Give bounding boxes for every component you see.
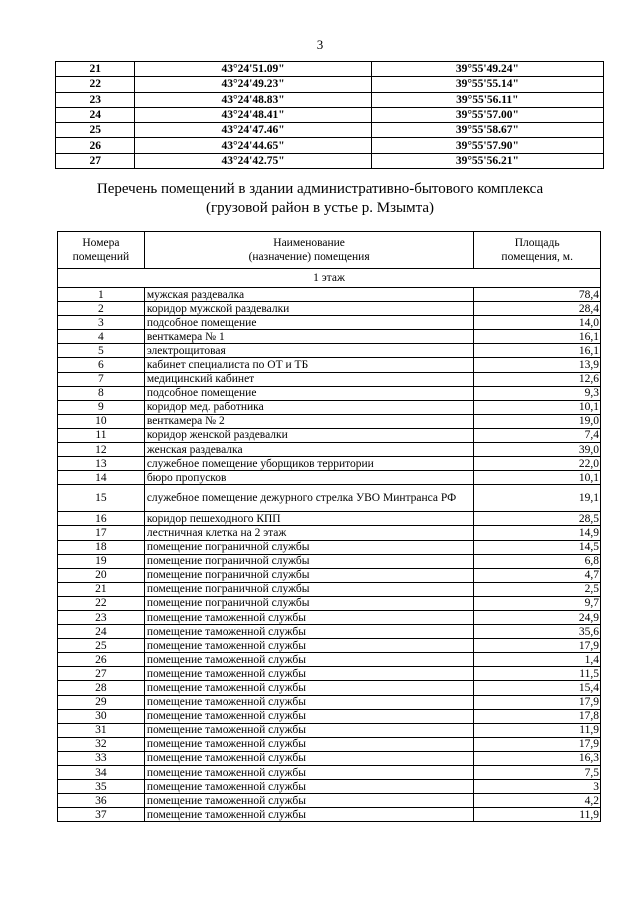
room-area: 12,6 — [474, 372, 601, 386]
room-number: 34 — [58, 766, 145, 780]
room-row — [58, 428, 601, 442]
room-number: 3 — [58, 316, 145, 330]
room-name: помещение пограничной службы — [144, 540, 474, 554]
room-name: венткамера № 1 — [144, 330, 474, 344]
coordinate-point-number: 24 — [56, 107, 135, 122]
room-number: 4 — [58, 330, 145, 344]
coordinate-longitude: 39°55'55.14" — [371, 77, 603, 92]
room-row — [58, 344, 601, 358]
room-name: помещение таможенной службы — [144, 681, 474, 695]
room-area: 9,7 — [474, 596, 601, 610]
room-area: 17,9 — [474, 737, 601, 751]
room-row — [58, 751, 601, 765]
room-area: 7,5 — [474, 766, 601, 780]
room-area: 22,0 — [474, 457, 601, 471]
room-area: 28,4 — [474, 302, 601, 316]
room-area: 4,2 — [474, 794, 601, 808]
room-area: 14,5 — [474, 540, 601, 554]
coordinate-row — [56, 138, 604, 153]
room-number: 11 — [58, 428, 145, 442]
rooms-table-body — [58, 269, 601, 822]
room-number: 32 — [58, 737, 145, 751]
room-area: 24,9 — [474, 610, 601, 624]
rooms-list-heading — [0, 180, 640, 218]
coordinate-longitude: 39°55'57.00" — [371, 107, 603, 122]
coordinate-point-number: 26 — [56, 138, 135, 153]
room-number: 23 — [58, 610, 145, 624]
room-name: помещение таможенной службы — [144, 794, 474, 808]
room-name: коридор пешеходного КПП — [144, 512, 474, 526]
room-number: 22 — [58, 596, 145, 610]
room-area: 16,1 — [474, 330, 601, 344]
room-name: помещение таможенной службы — [144, 751, 474, 765]
room-name: кабинет специалиста по ОТ и ТБ — [144, 358, 474, 372]
room-row — [58, 709, 601, 723]
room-number: 13 — [58, 457, 145, 471]
room-name: служебное помещение уборщиков территории — [144, 457, 474, 471]
coordinate-row — [56, 107, 604, 122]
room-row — [58, 485, 601, 512]
room-name: помещение таможенной службы — [144, 766, 474, 780]
room-row — [58, 766, 601, 780]
room-number: 6 — [58, 358, 145, 372]
room-area: 11,9 — [474, 723, 601, 737]
header-room-name-line1: Наименование — [273, 237, 345, 249]
room-name: электрощитовая — [144, 344, 474, 358]
room-row — [58, 540, 601, 554]
room-row — [58, 512, 601, 526]
room-row — [58, 358, 601, 372]
room-name: помещение таможенной службы — [144, 808, 474, 822]
floor-row — [58, 269, 601, 288]
room-name: помещение таможенной службы — [144, 723, 474, 737]
room-row — [58, 302, 601, 316]
room-area: 10,1 — [474, 471, 601, 485]
coordinate-row — [56, 153, 604, 168]
room-number: 15 — [58, 485, 145, 512]
header-room-area — [474, 232, 601, 269]
room-name: мужская раздевалка — [144, 288, 474, 302]
coordinate-point-number: 23 — [56, 92, 135, 107]
room-area: 35,6 — [474, 625, 601, 639]
room-area: 17,9 — [474, 639, 601, 653]
room-area: 39,0 — [474, 443, 601, 457]
coordinate-longitude: 39°55'56.11" — [371, 92, 603, 107]
room-area: 19,0 — [474, 414, 601, 428]
heading-line-2: (грузовой район в устье р. Мзымта) — [205, 200, 435, 216]
room-number: 9 — [58, 400, 145, 414]
coordinate-point-number: 21 — [56, 62, 135, 77]
coordinate-point-number: 25 — [56, 123, 135, 138]
room-name: коридор мед. работника — [144, 400, 474, 414]
coordinates-table-body — [56, 62, 604, 169]
room-row — [58, 653, 601, 667]
page-number: 3 — [316, 37, 324, 52]
coordinate-latitude: 43°24'42.75" — [135, 153, 371, 168]
room-number: 24 — [58, 625, 145, 639]
room-number: 27 — [58, 667, 145, 681]
room-name: коридор мужской раздевалки — [144, 302, 474, 316]
room-name: помещение таможенной службы — [144, 639, 474, 653]
room-area: 16,3 — [474, 751, 601, 765]
room-number: 10 — [58, 414, 145, 428]
room-row — [58, 288, 601, 302]
room-name: служебное помещение дежурного стрелка УВО Минтранса РФ — [144, 485, 474, 512]
header-room-number-line1: Номера — [82, 237, 120, 249]
coordinate-latitude: 43°24'48.41" — [135, 107, 371, 122]
room-number: 28 — [58, 681, 145, 695]
room-area: 19,1 — [474, 485, 601, 512]
room-name: помещение таможенной службы — [144, 653, 474, 667]
room-row — [58, 596, 601, 610]
room-area: 10,1 — [474, 400, 601, 414]
room-row — [58, 372, 601, 386]
room-name: коридор женской раздевалки — [144, 428, 474, 442]
room-row — [58, 667, 601, 681]
room-area: 2,5 — [474, 582, 601, 596]
rooms-table — [57, 231, 601, 822]
coordinate-latitude: 43°24'49.23" — [135, 77, 371, 92]
room-name: помещение таможенной службы — [144, 780, 474, 794]
room-number: 26 — [58, 653, 145, 667]
coordinate-row — [56, 62, 604, 77]
room-name: медицинский кабинет — [144, 372, 474, 386]
room-name: помещение таможенной службы — [144, 610, 474, 624]
room-number: 31 — [58, 723, 145, 737]
room-area: 15,4 — [474, 681, 601, 695]
room-area: 14,0 — [474, 316, 601, 330]
room-row — [58, 457, 601, 471]
room-row — [58, 443, 601, 457]
coordinate-row — [56, 77, 604, 92]
room-row — [58, 471, 601, 485]
room-name: помещение таможенной службы — [144, 695, 474, 709]
room-number: 30 — [58, 709, 145, 723]
room-number: 36 — [58, 794, 145, 808]
room-area: 11,5 — [474, 667, 601, 681]
room-row — [58, 554, 601, 568]
coordinate-latitude: 43°24'48.83" — [135, 92, 371, 107]
room-area: 3 — [474, 780, 601, 794]
room-number: 8 — [58, 386, 145, 400]
room-number: 33 — [58, 751, 145, 765]
room-name: подсобное помещение — [144, 316, 474, 330]
room-row — [58, 330, 601, 344]
room-number: 2 — [58, 302, 145, 316]
coordinate-latitude: 43°24'47.46" — [135, 123, 371, 138]
room-name: женская раздевалка — [144, 443, 474, 457]
room-name: помещение таможенной службы — [144, 709, 474, 723]
floor-label: 1 этаж — [58, 269, 601, 288]
room-area: 6,8 — [474, 554, 601, 568]
room-name: помещение пограничной службы — [144, 582, 474, 596]
room-number: 20 — [58, 568, 145, 582]
room-number: 14 — [58, 471, 145, 485]
room-row — [58, 695, 601, 709]
room-number: 12 — [58, 443, 145, 457]
room-number: 21 — [58, 582, 145, 596]
room-name: бюро пропусков — [144, 471, 474, 485]
room-area: 9,3 — [474, 386, 601, 400]
room-area: 28,5 — [474, 512, 601, 526]
coordinate-longitude: 39°55'58.67" — [371, 123, 603, 138]
room-name: венткамера № 2 — [144, 414, 474, 428]
room-area: 17,9 — [474, 695, 601, 709]
coordinate-point-number: 27 — [56, 153, 135, 168]
coordinate-longitude: 39°55'49.24" — [371, 62, 603, 77]
room-name: помещение таможенной службы — [144, 625, 474, 639]
coordinate-point-number: 22 — [56, 77, 135, 92]
room-name: помещение таможенной службы — [144, 667, 474, 681]
room-name: лестничная клетка на 2 этаж — [144, 526, 474, 540]
header-room-name — [144, 232, 474, 269]
room-name: помещение пограничной службы — [144, 596, 474, 610]
room-area: 4,7 — [474, 568, 601, 582]
coordinate-latitude: 43°24'51.09" — [135, 62, 371, 77]
room-number: 19 — [58, 554, 145, 568]
room-row — [58, 316, 601, 330]
coordinate-longitude: 39°55'57.90" — [371, 138, 603, 153]
room-row — [58, 386, 601, 400]
room-row — [58, 737, 601, 751]
room-area: 1,4 — [474, 653, 601, 667]
coordinates-table — [55, 61, 604, 169]
room-area: 14,9 — [474, 526, 601, 540]
room-name: помещение таможенной службы — [144, 737, 474, 751]
room-area: 78,4 — [474, 288, 601, 302]
room-name: помещение пограничной службы — [144, 568, 474, 582]
room-number: 35 — [58, 780, 145, 794]
room-row — [58, 639, 601, 653]
room-name: помещение пограничной службы — [144, 554, 474, 568]
header-room-number-line2: помещений — [72, 251, 130, 263]
coordinate-row — [56, 123, 604, 138]
heading-line-1: Перечень помещений в здании административно-бытового комплекса — [96, 181, 544, 197]
room-row — [58, 681, 601, 695]
header-room-name-line2: (назначение) помещения — [248, 251, 370, 263]
room-row — [58, 723, 601, 737]
room-area: 11,9 — [474, 808, 601, 822]
room-number: 7 — [58, 372, 145, 386]
header-room-area-line2: помещения, м. — [501, 251, 573, 263]
room-name: подсобное помещение — [144, 386, 474, 400]
room-number: 29 — [58, 695, 145, 709]
room-row — [58, 414, 601, 428]
room-area: 13,9 — [474, 358, 601, 372]
room-number: 37 — [58, 808, 145, 822]
room-number: 1 — [58, 288, 145, 302]
room-number: 18 — [58, 540, 145, 554]
coordinate-latitude: 43°24'44.65" — [135, 138, 371, 153]
room-row — [58, 794, 601, 808]
room-number: 25 — [58, 639, 145, 653]
header-room-area-line1: Площадь — [514, 237, 560, 249]
room-row — [58, 568, 601, 582]
room-number: 16 — [58, 512, 145, 526]
room-row — [58, 582, 601, 596]
room-row — [58, 808, 601, 822]
room-area: 7,4 — [474, 428, 601, 442]
coordinate-longitude: 39°55'56.21" — [371, 153, 603, 168]
rooms-table-header — [58, 232, 601, 269]
room-row — [58, 610, 601, 624]
room-row — [58, 780, 601, 794]
room-number: 17 — [58, 526, 145, 540]
room-row — [58, 526, 601, 540]
room-area: 17,8 — [474, 709, 601, 723]
room-area: 16,1 — [474, 344, 601, 358]
room-row — [58, 400, 601, 414]
rooms-table-header-row — [58, 232, 601, 269]
coordinate-row — [56, 92, 604, 107]
header-room-number — [58, 232, 145, 269]
room-row — [58, 625, 601, 639]
room-number: 5 — [58, 344, 145, 358]
